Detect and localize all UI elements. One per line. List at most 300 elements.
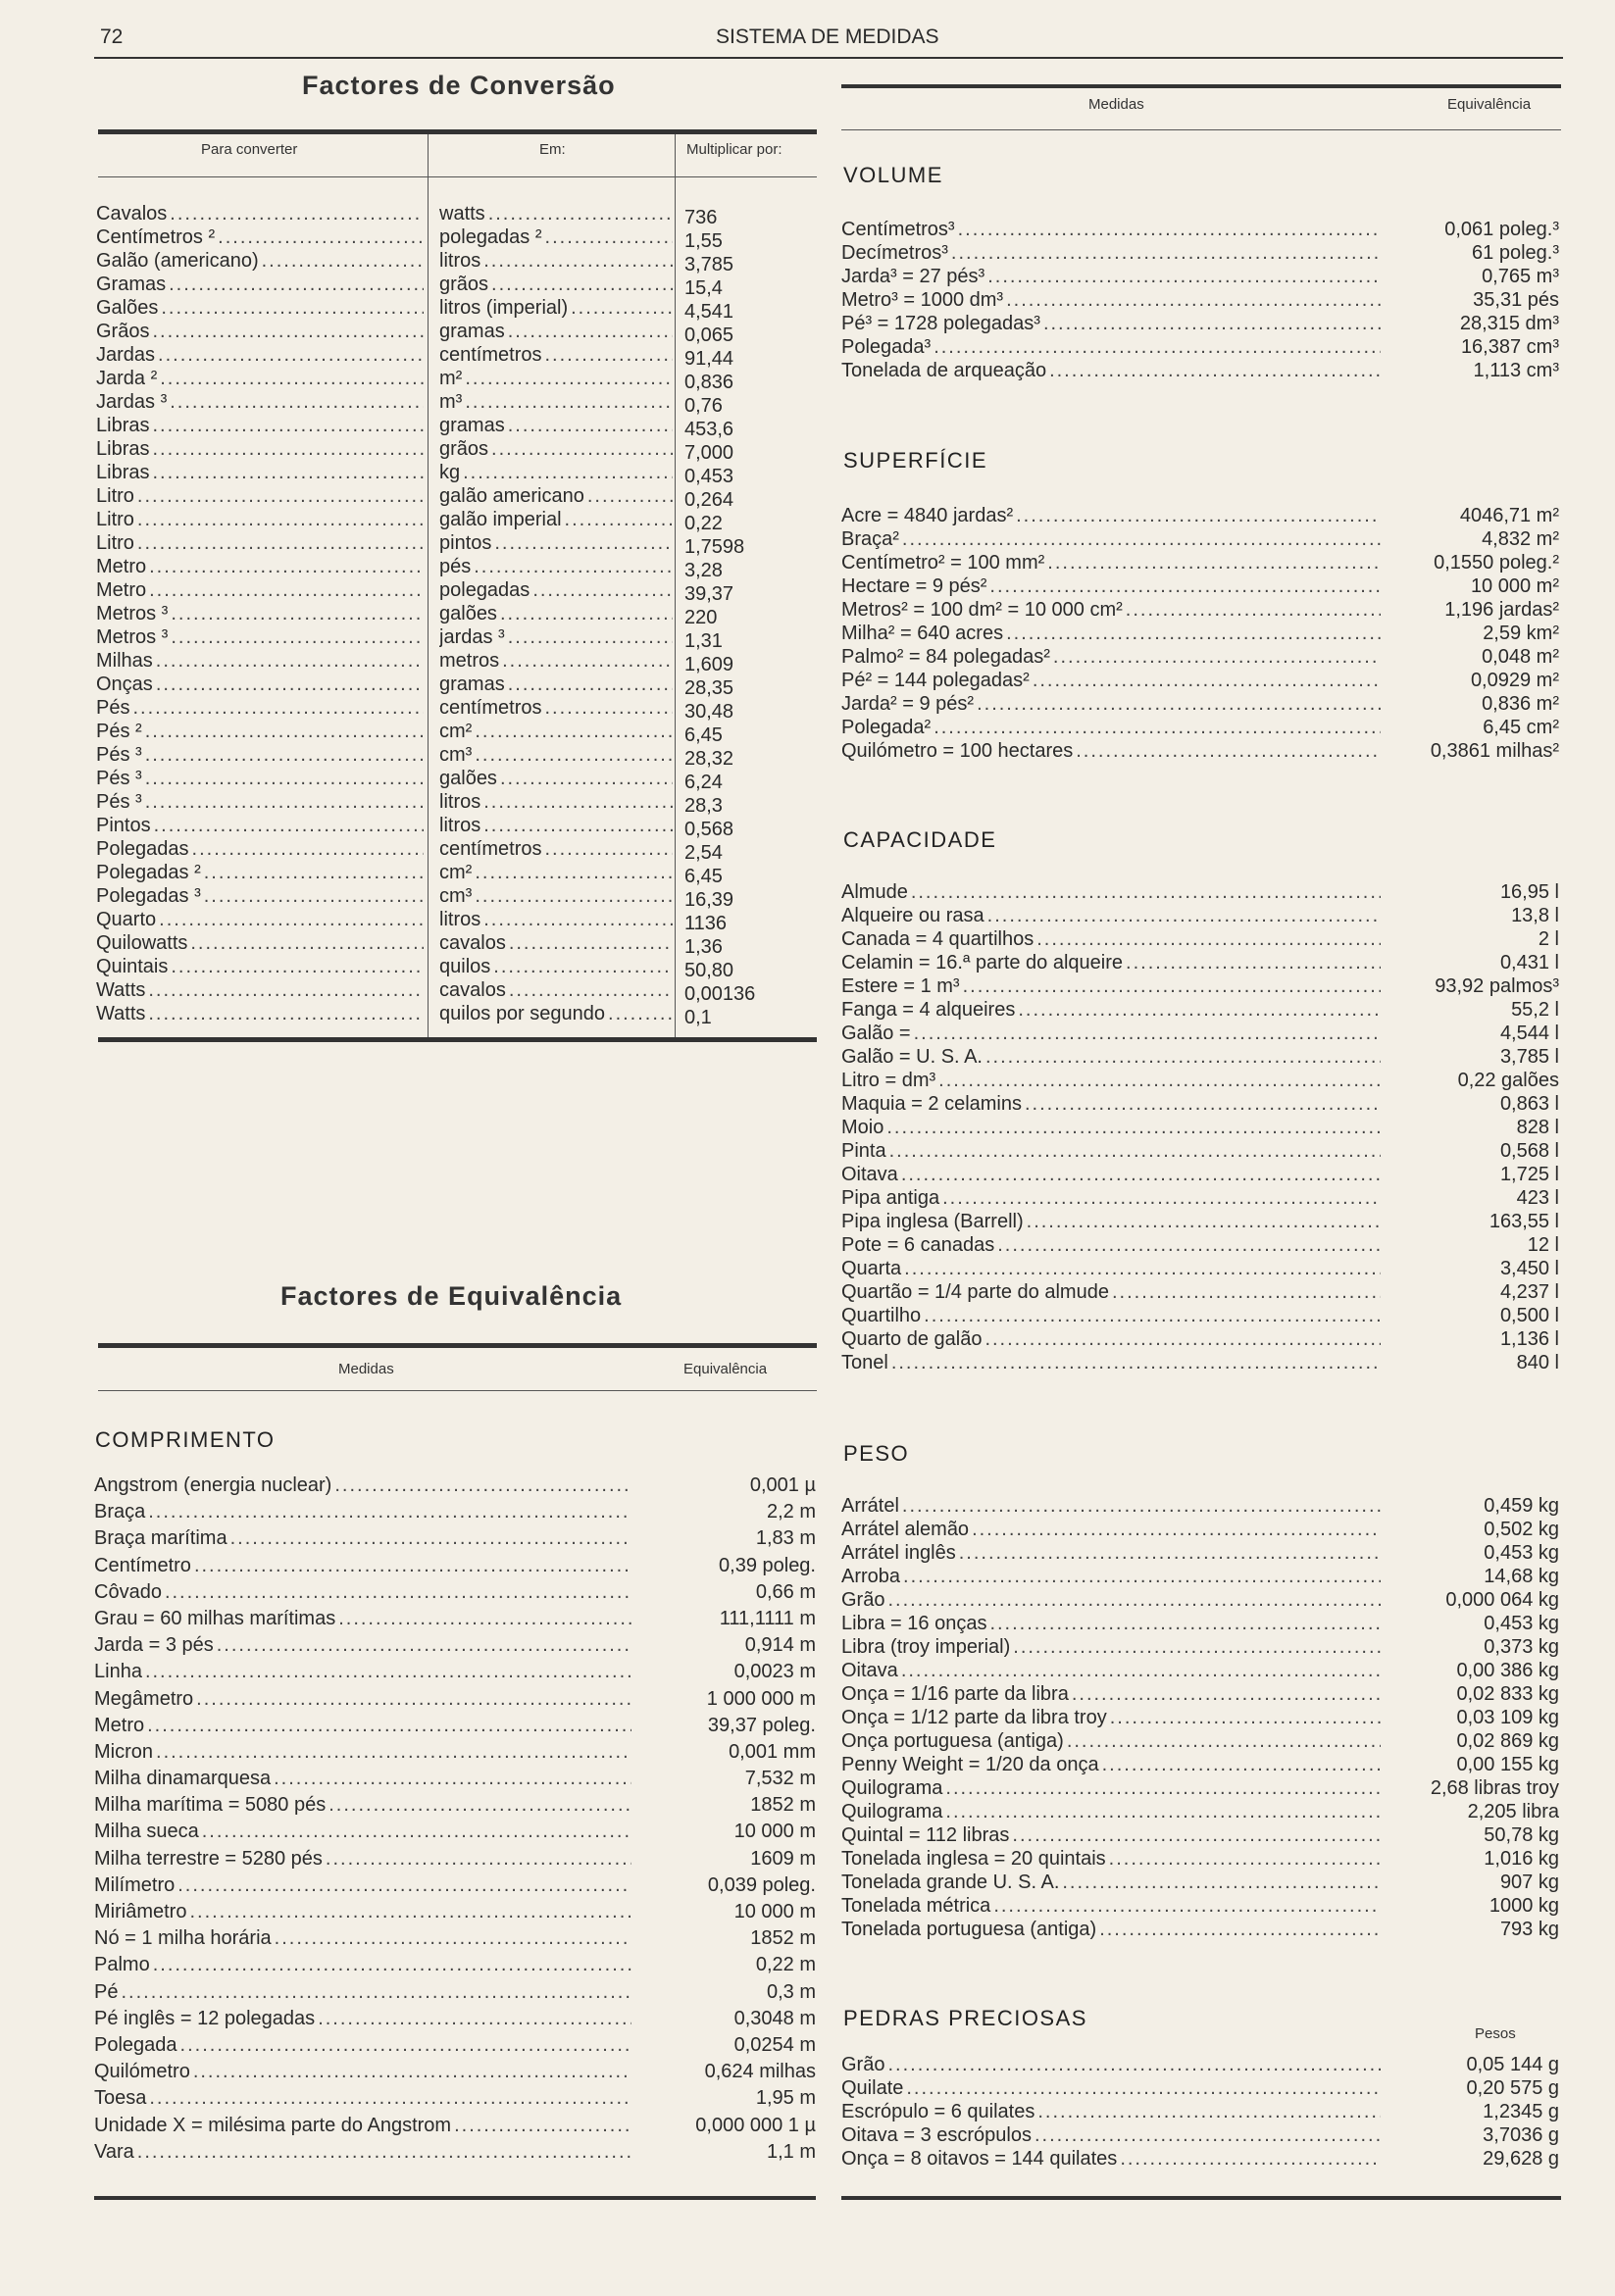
convert-from-item-label: Litro (96, 485, 134, 507)
comprimento-measure (94, 1979, 631, 2006)
convert-from-item (96, 743, 424, 767)
convert-to-item (439, 861, 673, 884)
convert-to-item-label: litros (439, 815, 481, 836)
convert-to-item-label: metros (439, 650, 500, 672)
dot-leader (608, 1002, 673, 1025)
comprimento-value: 1,83 m (755, 1527, 816, 1550)
dot-leader (275, 1925, 631, 1952)
peso-measure (841, 1494, 1381, 1518)
convert-to-item (439, 508, 673, 531)
dot-leader (132, 696, 424, 720)
comprimento-value: 0,914 m (744, 1634, 816, 1657)
dot-leader (500, 767, 673, 790)
capacidade-row (841, 951, 1559, 974)
superficie-measure (841, 716, 1381, 739)
convert-to-item (439, 837, 673, 861)
convert-to-item-label: grãos (439, 274, 489, 295)
dot-leader (494, 531, 673, 555)
capacidade-measure-label: Alqueire ou rasa (841, 905, 984, 926)
capacidade-measure (841, 1186, 1381, 1210)
capacidade-measure-label: Maquia = 2 celamins (841, 1093, 1022, 1115)
superficie-measure-label: Jarda² = 9 pés² (841, 693, 975, 715)
equivalence-header-rule (98, 1390, 817, 1391)
dot-leader (938, 1069, 1381, 1092)
capacidade-value: 0,500 l (1499, 1305, 1559, 1326)
comprimento-row (94, 2032, 816, 2059)
capacidade-measure-label: Galão = U. S. A. (841, 1046, 983, 1068)
convert-from-item (96, 790, 424, 814)
dot-leader (1053, 645, 1381, 669)
comprimento-value: 0,039 poleg. (707, 1873, 816, 1896)
peso-row (841, 1588, 1559, 1612)
convert-to-item (439, 884, 673, 908)
convert-to-item (439, 790, 673, 814)
superficie-value: 4046,71 m² (1459, 505, 1559, 526)
superficie-measure (841, 598, 1381, 622)
dot-leader (963, 974, 1381, 998)
dot-leader (1016, 504, 1381, 527)
comprimento-value: 1 000 000 m (706, 1687, 816, 1710)
conversion-factor: 453,6 (684, 419, 734, 440)
superficie-measure-label: Metros² = 100 dm² = 10 000 cm² (841, 599, 1123, 621)
dot-leader (977, 692, 1381, 716)
superficie-measure-label: Polegada² (841, 717, 932, 738)
volume-measure (841, 288, 1381, 312)
dot-leader (902, 527, 1381, 551)
dot-leader (958, 218, 1381, 241)
convert-to-item-label: centímetros (439, 344, 542, 366)
conversion-factor: 1,36 (684, 936, 723, 958)
capacidade-measure (841, 880, 1381, 904)
superficie-measure (841, 645, 1381, 669)
dot-leader (1126, 951, 1381, 974)
capacidade-measure-label: Pipa antiga (841, 1187, 940, 1209)
comprimento-measure (94, 1686, 631, 1713)
superficie-row (841, 716, 1559, 739)
volume-row (841, 335, 1559, 359)
conversion-factor: 6,24 (684, 772, 723, 793)
convert-to-item-label: quilos (439, 956, 491, 977)
capacidade-measure (841, 1116, 1381, 1139)
convert-from-item-label: Watts (96, 1003, 146, 1024)
capacidade-measure (841, 974, 1381, 998)
dot-leader (153, 1952, 631, 1978)
dot-leader (1018, 998, 1381, 1022)
comprimento-measure-label: Pé inglês = 12 polegadas (94, 2007, 316, 2029)
conversion-factor: 0,22 (684, 513, 723, 534)
peso-list (841, 1494, 1559, 1941)
dot-leader (1062, 1871, 1381, 1894)
dot-leader (886, 1116, 1381, 1139)
dot-leader (1072, 1682, 1381, 1706)
dot-leader (465, 390, 673, 414)
convert-from-item-label: Watts (96, 979, 146, 1001)
comprimento-row (94, 2059, 816, 2085)
volume-measure-label: Decímetros³ (841, 242, 948, 264)
dot-leader (901, 1659, 1381, 1682)
convert-from-item-label: Polegadas ² (96, 862, 201, 883)
convert-to-item-label: litros (imperial) (439, 297, 569, 319)
convert-to-item-label: jardas ³ (439, 626, 505, 648)
comprimento-measure-label: Centímetro (94, 1554, 191, 1576)
superficie-value: 2,59 km² (1483, 623, 1559, 644)
comprimento-measure-label: Grau = 60 milhas marítimas (94, 1607, 336, 1629)
superficie-value: 0,1550 poleg.² (1434, 552, 1559, 574)
superficie-row (841, 504, 1559, 527)
capacidade-list (841, 880, 1559, 1374)
section-pedras-preciosas: PEDRAS PRECIOSAS (843, 2006, 1087, 2030)
comprimento-value: 0,66 m (755, 1580, 816, 1603)
peso-measure (841, 1612, 1381, 1635)
peso-measure-label: Libra = 16 onças (841, 1613, 987, 1634)
dot-leader (145, 720, 424, 743)
capacidade-measure (841, 1327, 1381, 1351)
convert-to-item-label: kg (439, 462, 461, 483)
dot-leader (148, 1499, 631, 1525)
comprimento-value: 0,3 m (766, 1980, 816, 2003)
superficie-value: 0,836 m² (1482, 693, 1559, 715)
peso-measure-label: Quilograma (841, 1801, 943, 1822)
dot-leader (483, 790, 673, 814)
conversion-factor: 28,3 (684, 795, 723, 817)
dot-leader (544, 696, 673, 720)
pedras-row (841, 2147, 1559, 2171)
capacidade-measure-label: Moio (841, 1117, 884, 1138)
convert-from-item-label: Metros ³ (96, 603, 169, 624)
dot-leader (987, 904, 1381, 927)
capacidade-value: 3,785 l (1499, 1046, 1559, 1068)
col-divider-1 (428, 134, 429, 1038)
convert-to-item-label: quilos por segundo (439, 1003, 606, 1024)
comprimento-measure (94, 1792, 631, 1819)
dot-leader (984, 1327, 1381, 1351)
dot-leader (904, 1257, 1381, 1280)
conversion-factor-list (684, 206, 822, 1029)
peso-row (841, 1518, 1559, 1541)
comprimento-measure (94, 1872, 631, 1899)
col-factor-header: Multiplicar por: (686, 141, 782, 158)
comprimento-row (94, 2006, 816, 2032)
capacidade-measure-label: Pote = 6 canadas (841, 1234, 995, 1256)
volume-measure-label: Centímetros³ (841, 219, 955, 240)
capacidade-row (841, 1069, 1559, 1092)
peso-value: 0,02 869 kg (1456, 1730, 1559, 1752)
dot-leader (171, 602, 424, 625)
conversion-factor: 6,45 (684, 724, 723, 746)
convert-to-item (439, 931, 673, 955)
superficie-measure-label: Palmo² = 84 polegadas² (841, 646, 1050, 668)
comprimento-measure (94, 1952, 631, 1978)
convert-to-item (439, 461, 673, 484)
right-col-equiv-header: Equivalência (1447, 96, 1532, 113)
capacidade-measure (841, 1139, 1381, 1163)
capacidade-measure (841, 951, 1381, 974)
capacidade-measure-label: Fanga = 4 alqueires (841, 999, 1016, 1021)
convert-to-item-label: cavalos (439, 979, 506, 1001)
conversion-factor: 1,31 (684, 630, 723, 652)
convert-to-item (439, 202, 673, 225)
capacidade-measure (841, 1163, 1381, 1186)
peso-measure (841, 1847, 1381, 1871)
capacidade-measure (841, 1045, 1381, 1069)
pedras-measure (841, 2076, 1381, 2100)
dot-leader (509, 978, 673, 1002)
dot-leader (170, 390, 424, 414)
dot-leader (121, 1979, 631, 2006)
peso-measure (841, 1776, 1381, 1800)
capacidade-value: 16,95 l (1499, 881, 1559, 903)
comprimento-measure-label: Milha sueca (94, 1821, 199, 1843)
dot-leader (1037, 2100, 1381, 2123)
dot-leader (145, 1659, 631, 1685)
comprimento-row (94, 1632, 816, 1659)
comprimento-measure-label: Toesa (94, 2087, 147, 2110)
dot-leader (193, 2059, 631, 2085)
peso-value: 0,02 833 kg (1456, 1683, 1559, 1705)
peso-measure-label: Quintal = 112 libras (841, 1824, 1010, 1846)
convert-to-item (439, 390, 673, 414)
pedras-row (841, 2053, 1559, 2076)
capacidade-measure-label: Pipa inglesa (Barrell) (841, 1211, 1024, 1232)
superficie-measure (841, 574, 1381, 598)
comprimento-measure (94, 1472, 631, 1499)
convert-from-item-label: Jarda ² (96, 368, 158, 389)
capacidade-value: 2 l (1538, 928, 1559, 950)
comprimento-row (94, 1579, 816, 1606)
dot-leader (318, 2006, 631, 2032)
peso-measure (841, 1729, 1381, 1753)
capacidade-value: 423 l (1516, 1187, 1559, 1209)
header-rule (94, 57, 1563, 59)
convert-to-item-label: polegadas ² (439, 226, 542, 248)
dot-leader (145, 767, 424, 790)
dot-leader (989, 1612, 1381, 1635)
peso-value: 793 kg (1499, 1919, 1559, 1940)
peso-value: 0,00 386 kg (1456, 1660, 1559, 1681)
peso-measure-label: Tonelada métrica (841, 1895, 991, 1917)
comprimento-measure-label: Palmo (94, 1954, 150, 1976)
convert-to-item (439, 602, 673, 625)
peso-row (841, 1612, 1559, 1635)
volume-row (841, 288, 1559, 312)
dot-leader (475, 884, 673, 908)
capacidade-measure-label: Litro = dm³ (841, 1070, 936, 1091)
comprimento-value: 0,22 m (755, 1954, 816, 1976)
dot-leader (934, 335, 1381, 359)
peso-measure-label: Onça portuguesa (antiga) (841, 1730, 1064, 1752)
capacidade-value: 55,2 l (1511, 999, 1559, 1021)
dot-leader (217, 1632, 631, 1659)
capacidade-measure-label: Oitava (841, 1164, 898, 1185)
convert-from-item-label: Libras (96, 438, 150, 460)
convert-from-item-label: Grãos (96, 321, 150, 342)
peso-value: 0,459 kg (1484, 1495, 1559, 1517)
dot-leader (887, 1588, 1381, 1612)
dot-leader (914, 1022, 1381, 1045)
peso-row (841, 1729, 1559, 1753)
comprimento-value: 0,001 µ (749, 1474, 816, 1496)
conversion-factor: 15,4 (684, 277, 723, 299)
capacidade-row (841, 1233, 1559, 1257)
conversion-factor: 28,32 (684, 748, 734, 770)
superficie-row (841, 598, 1559, 622)
volume-measure (841, 359, 1381, 382)
dot-leader (161, 296, 424, 320)
superficie-measure-label: Pé² = 144 polegadas² (841, 670, 1030, 691)
convert-from-item-label: Polegadas ³ (96, 885, 201, 907)
pedras-measure-label: Grão (841, 2054, 885, 2075)
superficie-measure-label: Quilómetro = 100 hectares (841, 740, 1074, 762)
convert-from-item (96, 249, 424, 273)
pedras-value: 1,2345 g (1483, 2101, 1559, 2122)
convert-from-item (96, 978, 424, 1002)
dot-leader (1109, 1847, 1381, 1871)
pedras-measure-label: Escrópulo = 6 quilates (841, 2101, 1035, 2122)
capacidade-row (841, 1327, 1559, 1351)
convert-to-item (439, 625, 673, 649)
dot-leader (137, 508, 424, 531)
comprimento-value: 0,624 milhas (704, 2061, 816, 2083)
dot-leader (218, 225, 424, 249)
capacidade-measure (841, 1210, 1381, 1233)
capacidade-value: 1,725 l (1499, 1164, 1559, 1185)
comprimento-measure (94, 2113, 631, 2139)
comprimento-row (94, 1846, 816, 1872)
comprimento-measure (94, 1713, 631, 1739)
pedras-measure-label: Onça = 8 oitavos = 144 quilates (841, 2148, 1118, 2170)
volume-row (841, 218, 1559, 241)
dot-leader (204, 861, 424, 884)
convert-to-item (439, 743, 673, 767)
dot-leader (326, 1846, 631, 1872)
capacidade-value: 0,568 l (1499, 1140, 1559, 1162)
dot-leader (454, 2113, 631, 2139)
capacidade-row (841, 974, 1559, 998)
comprimento-value: 1609 m (750, 1847, 816, 1870)
peso-measure-label: Arrátel alemão (841, 1519, 970, 1540)
superficie-measure-label: Milha² = 640 acres (841, 623, 1004, 644)
dot-leader (230, 1525, 631, 1552)
dot-leader (502, 649, 673, 673)
peso-value: 907 kg (1499, 1872, 1559, 1893)
convert-from-item (96, 649, 424, 673)
convert-from-item (96, 578, 424, 602)
capacidade-measure-label: Canada = 4 quartilhos (841, 928, 1035, 950)
superficie-value: 0,048 m² (1482, 646, 1559, 668)
convert-from-item-label: Metros ³ (96, 626, 169, 648)
dot-leader (942, 1186, 1381, 1210)
superficie-measure-label: Braça² (841, 528, 899, 550)
dot-leader (158, 343, 424, 367)
peso-measure (841, 1518, 1381, 1541)
convert-from-item (96, 273, 424, 296)
dot-leader (170, 202, 424, 225)
convert-from-item-label: Galão (americano) (96, 250, 259, 272)
capacidade-measure (841, 1304, 1381, 1327)
volume-row (841, 265, 1559, 288)
dot-leader (152, 461, 424, 484)
comprimento-measure-label: Quilómetro (94, 2061, 190, 2083)
dot-leader (491, 273, 673, 296)
convert-from-item-label: Centímetros ² (96, 226, 216, 248)
comprimento-measure (94, 1553, 631, 1579)
dot-leader (171, 625, 424, 649)
convert-from-item (96, 696, 424, 720)
dot-leader (194, 1553, 631, 1579)
capacidade-measure-label: Estere = 1 m³ (841, 975, 960, 997)
dot-leader (906, 2076, 1381, 2100)
comprimento-measure (94, 2085, 631, 2112)
superficie-value: 0,3861 milhas² (1430, 740, 1559, 762)
capacidade-measure (841, 1351, 1381, 1374)
convert-from-item (96, 908, 424, 931)
section-peso: PESO (843, 1441, 910, 1466)
peso-measure (841, 1918, 1381, 1941)
convert-to-item-label: litros (439, 250, 481, 272)
convert-to-item (439, 908, 673, 931)
conversion-factor: 3,28 (684, 560, 723, 581)
conversion-factor: 736 (684, 207, 718, 228)
convert-from-item (96, 1002, 424, 1025)
comprimento-measure-label: Milha dinamarquesa (94, 1768, 272, 1790)
peso-value: 0,000 064 kg (1445, 1589, 1559, 1611)
comprimento-value: 0,000 000 1 µ (695, 2114, 816, 2136)
dot-leader (156, 1739, 631, 1766)
convert-from-item (96, 202, 424, 225)
comprimento-measure-label: Vara (94, 2140, 134, 2163)
capacidade-row (841, 1045, 1559, 1069)
dot-leader (508, 320, 673, 343)
convert-to-item (439, 814, 673, 837)
convert-from-item-label: Gramas (96, 274, 167, 295)
convert-to-item (439, 696, 673, 720)
comprimento-measure-label: Pé (94, 1980, 119, 2003)
comprimento-value: 7,532 m (744, 1768, 816, 1790)
convert-to-item-label: m² (439, 368, 463, 389)
peso-row (841, 1918, 1559, 1941)
convert-from-item (96, 555, 424, 578)
comprimento-value: 0,0254 m (733, 2033, 816, 2056)
dot-leader (137, 484, 424, 508)
comprimento-value: 39,37 poleg. (707, 1714, 816, 1736)
equivalence-bottom-rule-left (94, 2196, 816, 2200)
capacidade-row (841, 880, 1559, 904)
dot-leader (508, 625, 673, 649)
volume-measure (841, 335, 1381, 359)
convert-to-item-label: cm³ (439, 744, 473, 766)
capacidade-value: 13,8 l (1511, 905, 1559, 926)
dot-leader (508, 414, 673, 437)
dot-leader (189, 1899, 631, 1925)
pedras-row (841, 2076, 1559, 2100)
pedras-col-label: Pesos (1475, 2025, 1516, 2042)
dot-leader (149, 555, 424, 578)
conversion-top-rule (98, 129, 817, 134)
dot-leader (145, 790, 424, 814)
convert-to-item-label: litros (439, 791, 481, 813)
dot-leader (328, 1792, 631, 1819)
dot-leader (989, 574, 1381, 598)
comprimento-measure (94, 2032, 631, 2059)
dot-leader (147, 1713, 631, 1739)
dot-leader (156, 649, 424, 673)
peso-value: 14,68 kg (1484, 1566, 1559, 1587)
pedras-row (841, 2100, 1559, 2123)
comprimento-row (94, 2085, 816, 2112)
convert-from-item (96, 437, 424, 461)
convert-from-item (96, 225, 424, 249)
convert-to-item (439, 649, 673, 673)
